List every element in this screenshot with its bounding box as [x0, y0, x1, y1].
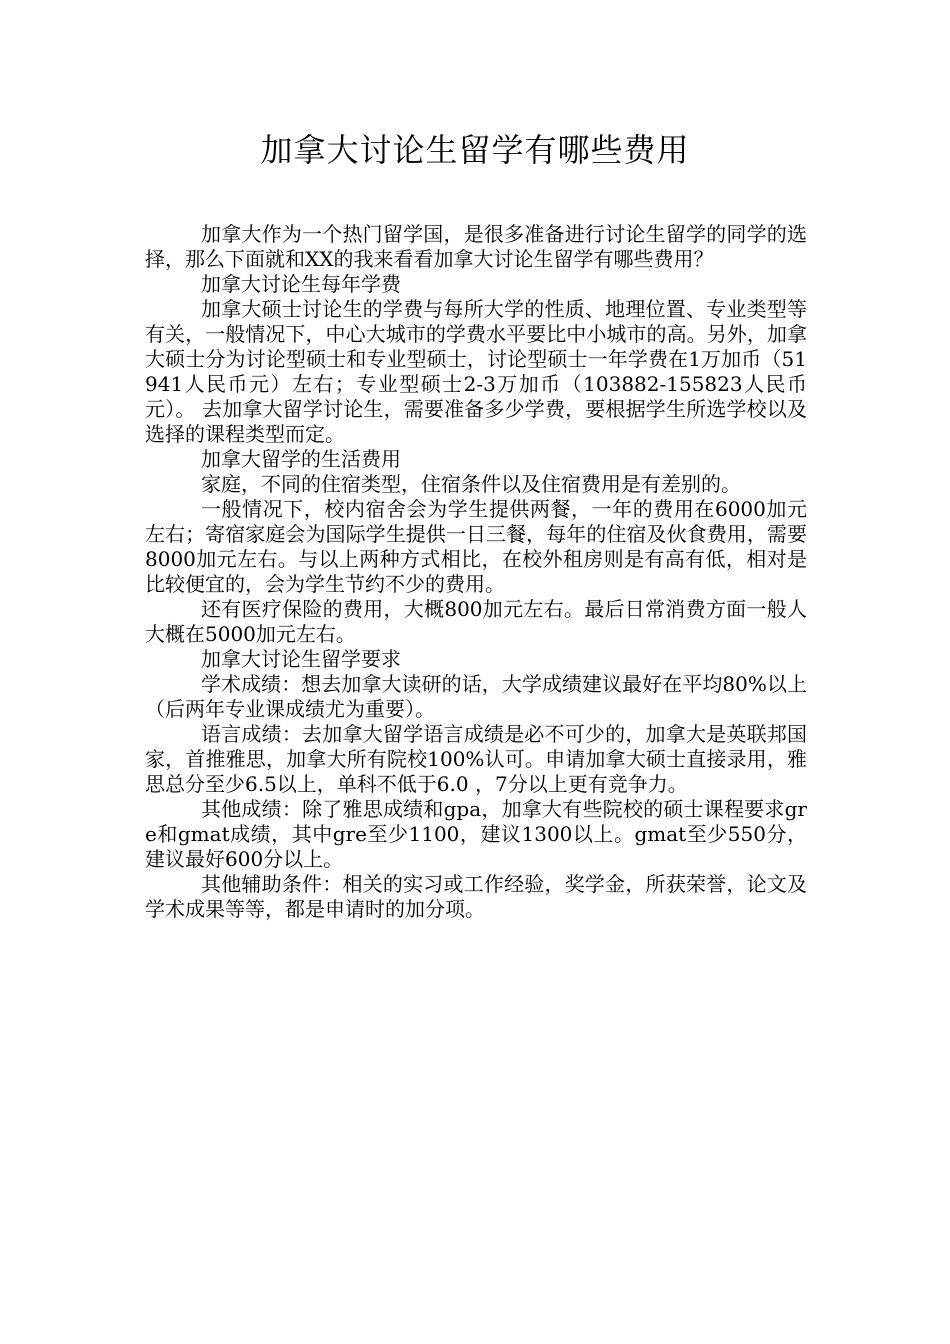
document-title: 加拿大讨论生留学有哪些费用 [260, 131, 690, 169]
language-requirement-paragraph: 语言成绩：去加拿大留学语言成绩是必不可少的，加拿大是英联邦国家，首推雅思，加拿大所有院校100%认可。申请加拿大硕士直接录用，雅思总分至少6.5以上，单科不低于6.0 ，7分以上更有竞争力。 [145, 722, 807, 796]
housing-costs-paragraph: 一般情况下，校内宿舍会为学生提供两餐，一年的费用在6000加元左右；寄宿家庭会为国际学生提供一日三餐，每年的住宿及伙食费用，需要8000加元左右。与以上两种方式相比，在校外租房则是有高有低，相对是比较便宜的，会为学生节约不少的费用。 [145, 497, 807, 596]
section-heading-requirements: 加拿大讨论生留学要求 [201, 647, 401, 671]
additional-conditions-paragraph: 其他辅助条件：相关的实习或工作经验，奖学金，所获荣誉，论文及学术成果等等，都是申请时的加分项。 [145, 872, 807, 921]
document-body [145, 222, 807, 922]
tuition-paragraph: 加拿大硕士讨论生的学费与每所大学的性质、地理位置、专业类型等有关，一般情况下，中心大城市的学费水平要比中小城市的高。另外，加拿大硕士分为讨论型硕士和专业型硕士，讨论型硕士一年学费在1万加币（51941人民币元）左右；专业型硕士2-3万加币（103882-155823人民币元）。 去加拿大留学讨论生，需要准备多少学费，要根据学生所选学校以及选择的课程类型而定。 [145, 297, 807, 446]
other-scores-paragraph: 其他成绩：除了雅思成绩和gpa，加拿大有些院校的硕士课程要求gre和gmat成绩，其中gre至少1100，建议1300以上。gmat至少550分，建议最好600分以上。 [145, 797, 807, 871]
intro-paragraph: 加拿大作为一个热门留学国，是很多准备进行讨论生留学的同学的选择，那么下面就和XX的我来看看加拿大讨论生留学有哪些费用？ [145, 222, 807, 271]
housing-types-paragraph: 家庭，不同的住宿类型，住宿条件以及住宿费用是有差别的。 [201, 472, 741, 496]
insurance-paragraph: 还有医疗保险的费用，大概800加元左右。最后日常消费方面一般人大概在5000加元左右。 [145, 597, 807, 646]
academic-requirement-paragraph: 学术成绩：想去加拿大读研的话，大学成绩建议最好在平均80%以上（后两年专业课成绩尤为重要）。 [145, 672, 807, 721]
section-heading-tuition: 加拿大讨论生每年学费 [201, 272, 401, 296]
section-heading-living-costs: 加拿大留学的生活费用 [201, 447, 401, 471]
